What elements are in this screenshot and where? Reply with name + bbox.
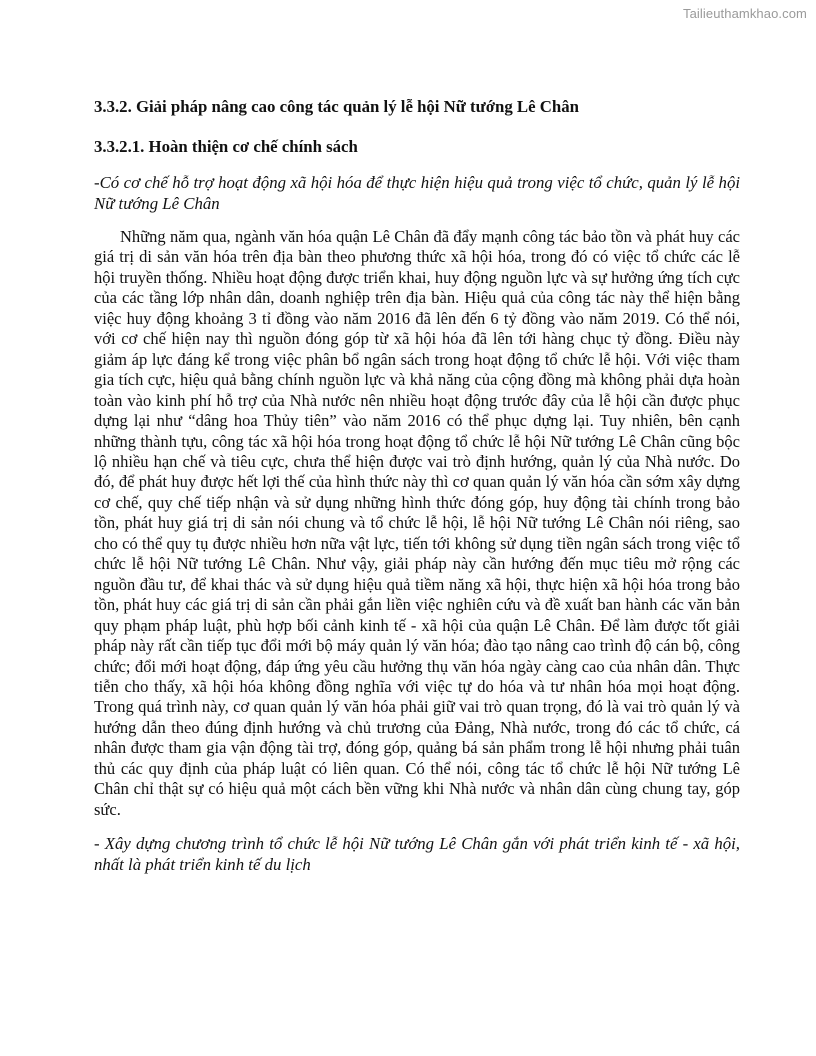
document-page	[94, 96, 740, 875]
watermark: Tailieuthamkhao.com	[682, 6, 807, 21]
italic-point-1: -Có cơ chế hỗ trợ hoạt động xã hội hóa để thực hiện hiệu quả trong việc tổ chức, quản lý lễ hội Nữ tướng Lê Chân	[94, 173, 740, 213]
italic-point-2: - Xây dựng chương trình tổ chức lễ hội Nữ tướng Lê Chân gắn với phát triển kinh tế - xã hội, nhất là phát triển kinh tế du lịch	[94, 834, 740, 875]
section-heading: 3.3.2. Giải pháp nâng cao công tác quản lý lễ hội Nữ tướng Lê Chân	[94, 97, 579, 116]
subsection-heading: 3.3.2.1. Hoàn thiện cơ chế chính sách	[94, 137, 358, 156]
body-paragraph: Những năm qua, ngành văn hóa quận Lê Chân đã đẩy mạnh công tác bảo tồn và phát huy các giá trị di sản văn hóa trên địa bàn theo phương thức xã hội hóa, trong đó có việc tổ chức các lễ hội truyền thống. Nhiều hoạt động được triển khai, huy động nguồn lực và sự hưởng ứng tích cực của các tầng lớp nhân dân, doanh nghiệp trên địa bàn. Hiệu quả của công tác này thể hiện bằng việc huy động khoảng 3 tỉ đồng vào năm 2016 đã lên đến 6 tỷ đồng vào năm 2019. Có thể nói, với cơ chế hiện nay thì nguồn đóng góp từ xã hội hóa đã lên tới hàng chục tỷ đồng. Điều này giảm áp lực đáng kể trong việc phân bổ ngân sách trong hoạt động tổ chức lễ hội. Với việc tham gia tích cực, hiệu quả bằng chính nguồn lực và khả năng của cộng đồng mà không phải dựa hoàn toàn vào kinh phí hỗ trợ của Nhà nước nên nhiều hoạt động trước đây của lễ hội cần được phục dựng lại như “dâng hoa Thủy tiên” vào năm 2016 có thể phục dựng lại. Tuy nhiên, bên cạnh những thành tựu, công tác xã hội hóa trong hoạt động tổ chức lễ hội Nữ tướng Lê Chân cũng bộc lộ nhiều hạn chế và tiêu cực, chưa thể hiện được vai trò định hướng, quản lý của Nhà nước. Do đó, để phát huy được hết lợi thế của hình thức này thì cơ quan quản lý văn hóa cần sớm xây dựng cơ chế, quy chế tiếp nhận và sử dụng những hình thức đóng góp, huy động tài chính trong bảo tồn, phát huy giá trị di sản nói chung và tổ chức lễ hội, lễ hội Nữ tướng Lê Chân nói riêng, sao cho có thể quy tụ được nhiều hơn nữa vật lực, tiến tới không sử dụng tiền ngân sách trong việc tổ chức lễ hội Nữ tướng Lê Chân. Như vậy, giải pháp này cần hướng đến mục tiêu mở rộng các nguồn đầu tư, để khai thác và sử dụng hiệu quả tiềm năng xã hội, thực hiện xã hội hóa trong bảo tồn, phát huy các giá trị di sản cần phải gắn liền việc nghiên cứu và đề xuất ban hành các văn bản quy phạm pháp luật, phù hợp bối cảnh kinh tế - xã hội của quận Lê Chân. Để làm được tốt giải pháp này rất cần tiếp tục đổi mới bộ máy quản lý văn hóa; đào tạo nâng cao trình độ cán bộ, công chức; đổi mới hoạt động, đáp ứng yêu cầu hưởng thụ văn hóa ngày càng cao của nhân dân. Thực tiễn cho thấy, xã hội hóa không đồng nghĩa với việc tự do hóa và tư nhân hóa mọi hoạt động. Trong quá trình này, cơ quan quản lý văn hóa phải giữ vai trò quan trọng, đó là vai trò quản lý và hướng dẫn theo đúng định hướng và chủ trương của Đảng, Nhà nước, trong đó các tổ chức, cá nhân được tham gia vận động tài trợ, đóng góp, quảng bá sản phẩm trong lễ hội nhưng phải tuân thủ các quy định của pháp luật có liên quan. Có thể nói, công tác tổ chức lễ hội Nữ tướng Lê Chân chỉ thật sự có hiệu quả một cách bền vững khi Nhà nước và nhân dân cùng chung tay, góp sức.	[94, 227, 740, 819]
